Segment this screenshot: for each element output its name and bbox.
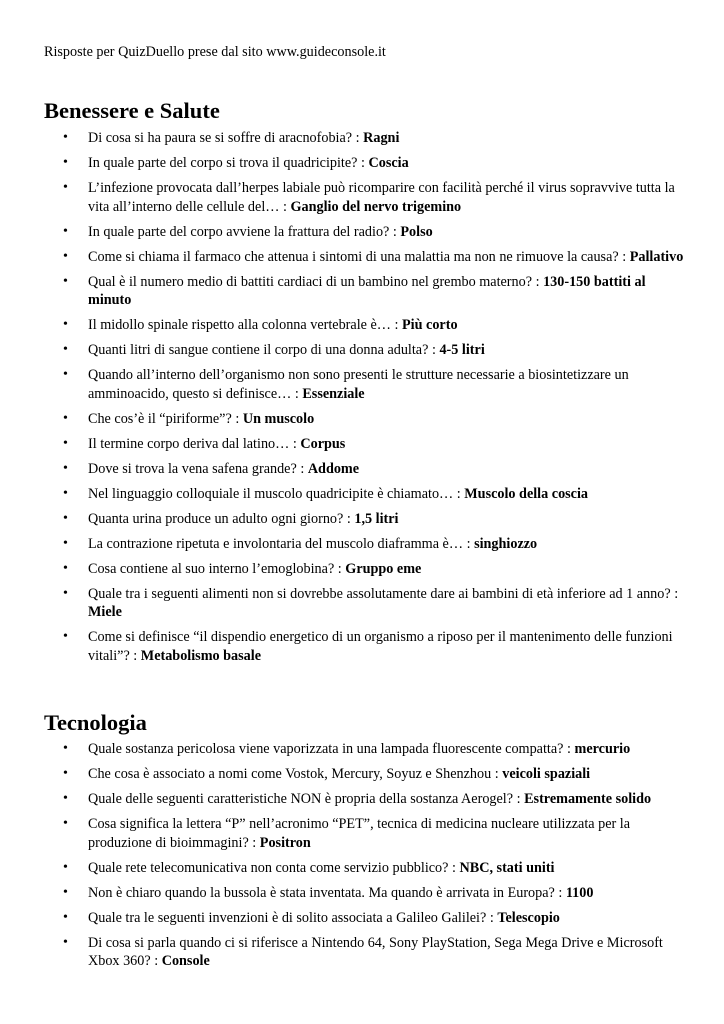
bullet-icon: • (63, 460, 68, 476)
bullet-icon: • (63, 560, 68, 576)
bullet-icon: • (63, 766, 68, 781)
answer-text: Ganglio del nervo trigemino (290, 198, 462, 215)
answer-text: NBC, stati uniti (459, 859, 555, 876)
list-item (44, 790, 684, 809)
question-text: Quale delle seguenti caratteristiche NON è propria della sostanza Aerogel? : (88, 791, 521, 807)
list-item (44, 129, 684, 148)
question-text: Come si chiama il farmaco che attenua i sintomi di una malattia ma non ne rimuove la causa? : (88, 248, 627, 265)
bullet-icon: • (63, 435, 68, 451)
bullet-icon: • (63, 130, 68, 145)
answer-text: Essenziale (302, 385, 365, 402)
bullet-icon: • (63, 155, 68, 170)
question-text: Quale rete telecomunicativa non conta come servizio pubblico? : (88, 859, 456, 876)
list-item (44, 410, 684, 429)
answer-text: Estremamente solido (524, 791, 652, 807)
question-text: Di cosa si ha paura se si soffre di aracnofobia? : (88, 130, 360, 146)
bullet-icon: • (63, 273, 68, 289)
list-item (44, 934, 684, 971)
list-item (44, 273, 684, 310)
answer-text: veicoli spaziali (502, 766, 591, 782)
bullet-icon: • (63, 342, 68, 357)
list-item (44, 560, 684, 579)
answer-text: Addome (307, 460, 360, 477)
answer-text: mercurio (574, 741, 631, 757)
bullet-icon: • (63, 791, 68, 806)
bullet-icon: • (63, 884, 68, 900)
bullet-icon: • (63, 629, 68, 644)
question-text: Di cosa si parla quando ci si riferisce a Nintendo 64, Sony PlayStation, Sega Mega Drive e Microsoft Xbox 360? : (88, 934, 663, 969)
bullet-icon: • (63, 180, 68, 195)
list-item (44, 485, 684, 504)
bullet-icon: • (63, 510, 68, 526)
bullet-icon: • (63, 816, 68, 831)
bullet-icon: • (63, 367, 68, 382)
list-item (44, 765, 684, 784)
answer-text: Polso (400, 223, 433, 240)
question-text: Quale tra i seguenti alimenti non si dovrebbe assolutamente dare ai bambini di età inferiore ad 1 anno? : (88, 585, 679, 602)
answer-text: Telescopio (497, 909, 560, 926)
bullet-icon: • (63, 317, 68, 332)
answer-text: 4-5 litri (439, 342, 485, 358)
question-text: Il midollo spinale rispetto alla colonna vertebrale è… : (88, 317, 399, 333)
list-item (44, 740, 684, 759)
qa-list-tecnologia (44, 740, 684, 977)
answer-text: Muscolo della coscia (464, 485, 589, 502)
question-text: Quando all’interno dell’organismo non sono presenti le strutture necessarie a biosintetizzare un amminoacido, questo si definisce… : (88, 367, 629, 402)
question-text: In quale parte del corpo si trova il quadricipite? : (88, 155, 365, 171)
list-item (44, 316, 684, 335)
question-text: Cosa contiene al suo interno l’emoglobina? : (88, 560, 342, 577)
list-item (44, 154, 684, 173)
list-item (44, 535, 684, 554)
question-text: Che cosa è associato a nomi come Vostok, Mercury, Soyuz e Shenzhou : (88, 766, 499, 782)
question-text: In quale parte del corpo avviene la frattura del radio? : (88, 223, 397, 240)
bullet-icon: • (63, 909, 68, 925)
bullet-icon: • (63, 223, 68, 239)
bullet-icon: • (63, 535, 68, 551)
answer-text: 130-150 battiti al minuto (88, 273, 646, 308)
list-item (44, 585, 684, 622)
question-text: Il termine corpo deriva dal latino… : (88, 435, 297, 452)
bullet-icon: • (63, 859, 68, 875)
page-header: Risposte per QuizDuello prese dal sito www.guideconsole.it (44, 44, 386, 60)
question-text: Come si definisce “il dispendio energetico di un organismo a riposo per il mantenimento delle funzioni vitali”? : (88, 629, 673, 664)
question-text: Qual è il numero medio di battiti cardiaci di un bambino nel grembo materno? : (88, 273, 540, 290)
answer-text: Un muscolo (242, 410, 315, 427)
list-item (44, 435, 684, 454)
answer-text: Coscia (368, 155, 409, 171)
answer-text: singhiozzo (474, 535, 538, 552)
answer-text: Più corto (402, 317, 458, 333)
bullet-icon: • (63, 485, 68, 501)
list-item (44, 884, 684, 903)
question-text: Non è chiaro quando la bussola è stata inventata. Ma quando è arrivata in Europa? : (88, 884, 563, 901)
question-text: Che cos’è il “piriforme”? : (88, 410, 240, 427)
list-item (44, 460, 684, 479)
section-title-tecnologia: Tecnologia (44, 710, 147, 735)
question-text: Cosa significa la lettera “P” nell’acronimo “PET”, tecnica di medicina nucleare utilizzata per la produzione di bioimmagini? : (88, 816, 631, 851)
question-text: L’infezione provocata dall’herpes labiale può ricomparire con facilità perché il virus sopravvive tutta la vita all’interno delle cellule del… : (88, 180, 675, 215)
question-text: Quale tra le seguenti invenzioni è di solito associata a Galileo Galilei? : (88, 909, 494, 926)
list-item (44, 628, 684, 665)
answer-text: 1100 (565, 884, 594, 901)
question-text: Quanta urina produce un adulto ogni giorno? : (88, 510, 351, 527)
list-item (44, 510, 684, 529)
answer-text: Miele (88, 604, 122, 620)
list-item (44, 341, 684, 360)
question-text: Dove si trova la vena safena grande? : (88, 460, 305, 477)
bullet-icon: • (63, 410, 68, 426)
bullet-icon: • (63, 741, 68, 756)
answer-text: Metabolismo basale (140, 647, 261, 664)
bullet-icon: • (63, 248, 68, 264)
list-item (44, 909, 684, 928)
answer-text: Ragni (363, 130, 400, 146)
answer-text: Pallativo (629, 248, 684, 265)
question-text: Quale sostanza pericolosa viene vaporizzata in una lampada fluorescente compatta? : (88, 741, 571, 757)
answer-text: Console (161, 953, 210, 969)
answer-text: 1,5 litri (354, 510, 399, 527)
list-item (44, 179, 684, 216)
list-item (44, 859, 684, 878)
list-item (44, 248, 684, 267)
answer-text: Corpus (300, 435, 346, 452)
question-text: Nel linguaggio colloquiale il muscolo quadricipite è chiamato… : (88, 485, 461, 502)
list-item (44, 815, 684, 852)
question-text: La contrazione ripetuta e involontaria del muscolo diaframma è… : (88, 535, 471, 552)
list-item (44, 366, 684, 403)
bullet-icon: • (63, 585, 68, 601)
answer-text: Positron (259, 834, 311, 851)
bullet-icon: • (63, 934, 68, 950)
qa-list-benessere (44, 129, 684, 672)
answer-text: Gruppo eme (345, 560, 422, 577)
question-text: Quanti litri di sangue contiene il corpo di una donna adulta? : (88, 342, 436, 358)
list-item (44, 223, 684, 242)
section-title-benessere: Benessere e Salute (44, 98, 220, 123)
